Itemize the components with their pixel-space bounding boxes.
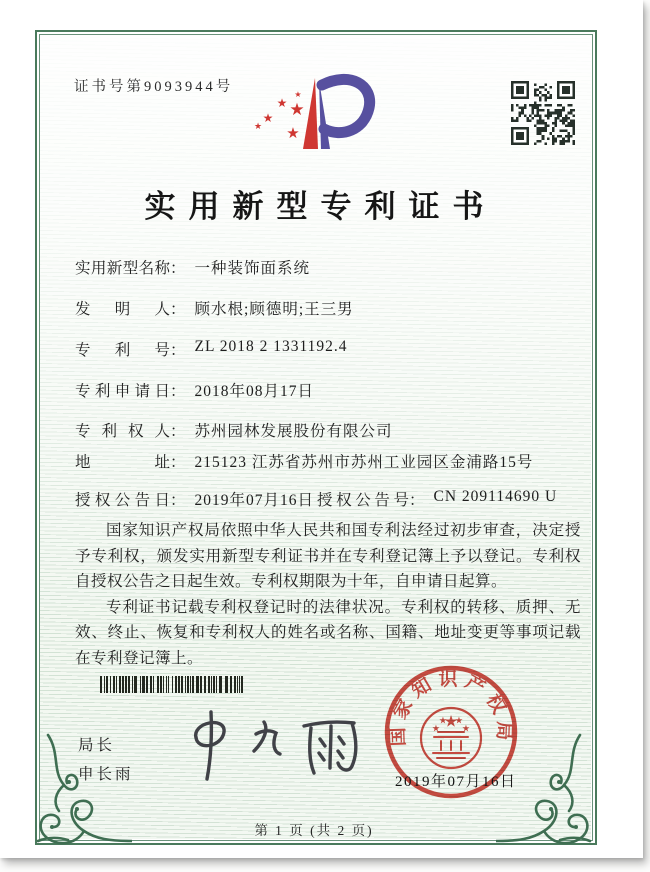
field-label: 地址 <box>75 454 170 471</box>
field-row-patentee <box>75 419 580 441</box>
field-colon: ： <box>170 342 186 359</box>
field-row-address <box>75 450 580 472</box>
barcode <box>100 676 246 693</box>
page-footer: 第 1 页 (共 2 页) <box>254 823 374 838</box>
field-colon: ： <box>170 454 186 471</box>
svg-text:★: ★ <box>253 122 263 132</box>
svg-text:国家知识产权局 <box>387 667 516 747</box>
field-colon: ： <box>170 492 186 509</box>
field-colon: ： <box>170 260 186 277</box>
national-emblem-icon <box>421 708 481 768</box>
svg-text:★: ★ <box>439 716 447 725</box>
field-row-filing-date <box>75 379 580 401</box>
field-label: 授权公告号 <box>317 492 409 509</box>
grant-statement <box>75 518 581 671</box>
seal-date: 2019年07月16日 <box>395 774 517 790</box>
field-value: 苏州园林发展股份有限公司 <box>194 423 393 440</box>
director-label: 局长 <box>78 737 116 754</box>
field-grant-no <box>317 488 557 510</box>
svg-text:★: ★ <box>289 100 305 120</box>
field-label: 实用新型名称 <box>75 260 170 277</box>
seal-ring-text: 国家知识产权局 <box>387 669 515 747</box>
field-row-patent-no <box>75 338 580 360</box>
svg-text:★: ★ <box>455 716 463 725</box>
signature-handwritten <box>168 706 373 786</box>
field-label: 专利号 <box>75 342 170 359</box>
qr-code <box>511 81 575 145</box>
field-colon: ： <box>170 301 186 318</box>
svg-text:★: ★ <box>286 124 300 142</box>
field-value: 2018年08月17日 <box>194 383 315 400</box>
field-colon: ： <box>170 383 186 400</box>
svg-text:★: ★ <box>432 724 440 733</box>
svg-text:★: ★ <box>462 724 470 733</box>
certificate-title: 实用新型专利证书 <box>144 189 497 224</box>
cnipa-logo-icon <box>250 70 405 168</box>
field-value: CN 209114690 U <box>433 488 558 505</box>
paragraph: 国家知识产权局依照中华人民共和国专利法经过初步审查，决定授予专利权，颁发实用新型专利证书并在专利登记簿上予以登记。专利权自授权公告之日起生效。专利权期限为十年，自申请日起算。 <box>75 522 581 590</box>
field-colon: ： <box>170 423 186 440</box>
field-grant-date <box>75 488 317 510</box>
field-label: 专利申请日 <box>75 383 170 400</box>
field-value: 215123 江苏省苏州市苏州工业园区金浦路15号 <box>194 454 534 471</box>
field-label: 授权公告日 <box>75 492 170 509</box>
paragraph: 专利证书记载专利权登记时的法律状况。专利权的转移、质押、无效、终止、恢复和专利权人的姓名或名称、国籍、地址变更等事项记载在专利登记簿上。 <box>75 598 581 667</box>
svg-text:★: ★ <box>262 111 274 125</box>
svg-text:★: ★ <box>444 715 458 730</box>
field-value: ZL 2018 2 1331192.4 <box>194 338 348 355</box>
field-row-inventor <box>75 297 580 319</box>
field-colon: ： <box>409 492 425 509</box>
field-value: 2019年07月16日 <box>194 492 315 509</box>
director-name: 申长雨 <box>78 766 134 783</box>
field-label: 发明人 <box>75 301 170 318</box>
field-value: 一种装饰面系统 <box>194 260 311 277</box>
field-row-name <box>75 256 580 278</box>
svg-text:★: ★ <box>276 96 288 110</box>
certificate-number: 证书号第9093944号 <box>74 79 234 95</box>
field-value: 顾水根;顾德明;王三男 <box>194 301 354 318</box>
svg-text:★: ★ <box>294 90 302 99</box>
field-label: 专利权人 <box>75 423 170 440</box>
field-row-grant <box>75 488 580 510</box>
